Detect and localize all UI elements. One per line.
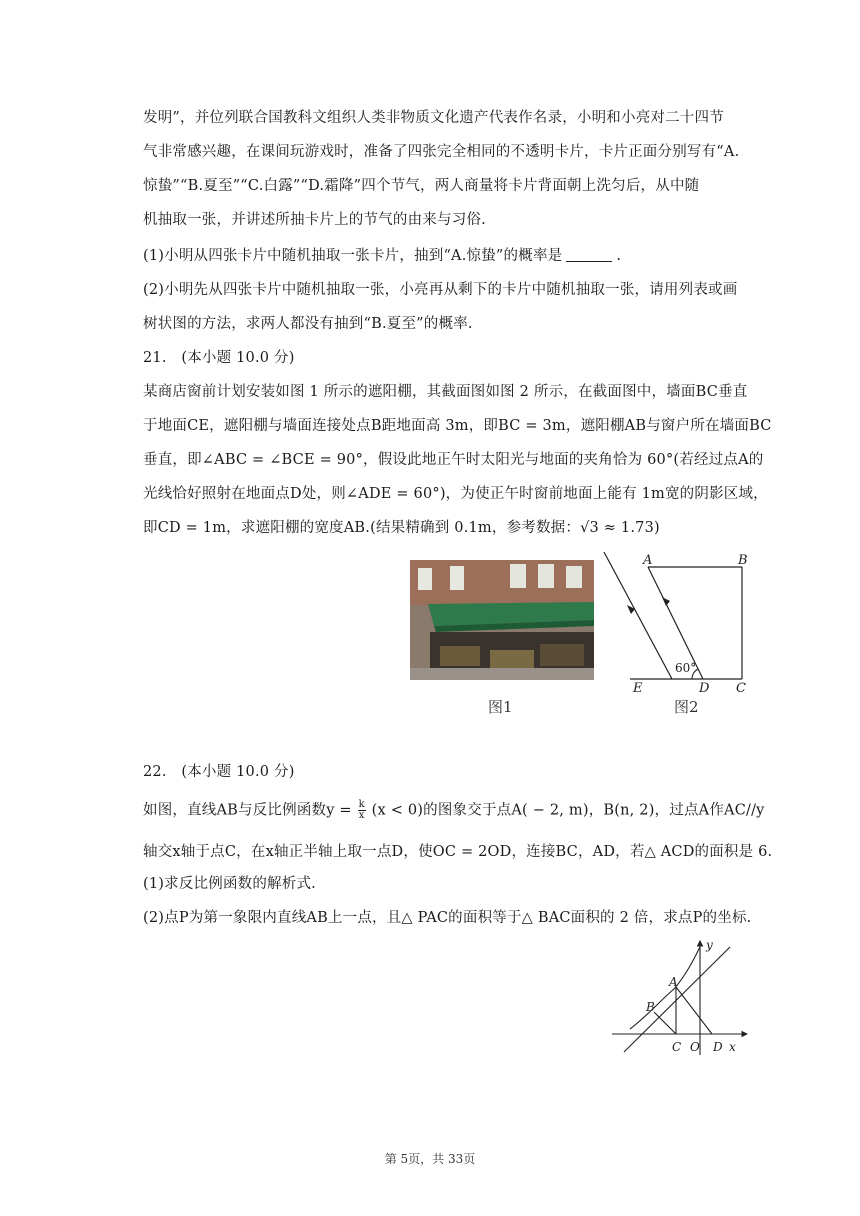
p21-line-5: 即CD = 1m，求遮阳棚的宽度AB.(结果精确到 0.1m，参考数据：√3 ≈ 1.73) [143, 520, 660, 536]
p20-question-1-end: . [616, 248, 622, 264]
figure-2-caption: 图2 [674, 698, 699, 716]
p20-question-1-text: (1)小明从四张卡片中随机抽取一张卡片，抽到“A.惊蛰”的概率是 [143, 248, 563, 264]
cross-section-diagram [600, 550, 760, 695]
p21-line-1: 某商店窗前计划安装如图 1 所示的遮阳棚，其截面图如图 2 所示，在截面图中，墙面BC垂直 [143, 384, 748, 400]
p20-question-1 [143, 246, 763, 266]
axis-y-label: y [706, 938, 713, 952]
p20-line-1: 发明”，并位列联合国教科文组织人类非物质文化遗产代表作名录，小明和小亮对二十四节 [143, 110, 724, 126]
p20-question-2a: (2)小明先从四张卡片中随机抽取一张，小亮再从剩下的卡片中随机抽取一张，请用列表或画 [143, 282, 738, 298]
p22-question-1: (1)求反比例函数的解析式. [143, 876, 316, 892]
p22-line-2: 轴交x轴于点C，在x轴正半轴上取一点D，使OC = 2OD，连接BC，AD，若△ ACD的面积是 6. [143, 844, 773, 860]
p21-heading: 21. (本小题 10.0 分) [143, 350, 295, 366]
label-C: C [736, 681, 746, 695]
p22-line-1-pre: 如图，直线AB与反比例函数y = [143, 802, 352, 819]
origin-O-label: O [690, 1040, 700, 1054]
figure-1-caption: 图1 [488, 698, 513, 716]
fraction-numerator: k [358, 799, 365, 810]
angle-label: 60° [675, 661, 697, 675]
point-D-label: D [713, 1040, 723, 1054]
p22-line-1 [143, 800, 763, 821]
point-B-label: B [646, 1000, 655, 1014]
axis-x-label: x [729, 1040, 736, 1054]
fraction-denominator: x [358, 810, 365, 821]
answer-blank [566, 247, 612, 262]
label-B: B [738, 553, 748, 568]
label-D: D [699, 681, 710, 695]
coordinate-graph [612, 937, 752, 1057]
p21-line-2: 于地面CE，遮阳棚与墙面连接处点B距地面高 3m，即BC = 3m，遮阳棚AB与窗户所在墙面BC [143, 418, 772, 434]
page-footer: 第 5页，共 33页 [384, 1152, 476, 1166]
p20-line-2: 气非常感兴趣，在课间玩游戏时，准备了四张完全相同的不透明卡片，卡片正面分别写有“A. [143, 144, 740, 160]
p21-line-3: 垂直，即∠ABC = ∠BCE = 90°，假设此地正午时太阳光与地面的夹角恰为 60°(若经过点A的 [143, 452, 764, 468]
p22-question-2: (2)点P为第一象限内直线AB上一点，且△ PAC的面积等于△ BAC面积的 2 倍，求点P的坐标. [143, 910, 752, 926]
awning-photo [410, 560, 594, 680]
label-E: E [633, 681, 643, 695]
fraction-k-over-x [358, 800, 366, 821]
p20-line-4: 机抽取一张，并讲述所抽卡片上的节气的由来与习俗. [143, 212, 486, 228]
p22-line-1-post: (x < 0)的图象交于点A( − 2, m)，B(n, 2)，过点A作AC//y [371, 802, 765, 819]
point-A-label: A [669, 975, 678, 989]
p20-line-3: 惊蛰”“B.夏至”“C.白露”“D.霜降”四个节气，两人商量将卡片背面朝上洗匀后，从中随 [143, 178, 700, 194]
label-A: A [643, 553, 653, 568]
p20-question-2b: 树状图的方法，求两人都没有抽到“B.夏至”的概率. [143, 316, 473, 332]
p21-line-4: 光线恰好照射在地面点D处，则∠ADE = 60°)，为使正午时窗前地面上能有 1m宽的阴影区域， [143, 486, 768, 502]
point-C-label: C [672, 1040, 682, 1054]
p22-heading: 22. (本小题 10.0 分) [143, 764, 295, 780]
